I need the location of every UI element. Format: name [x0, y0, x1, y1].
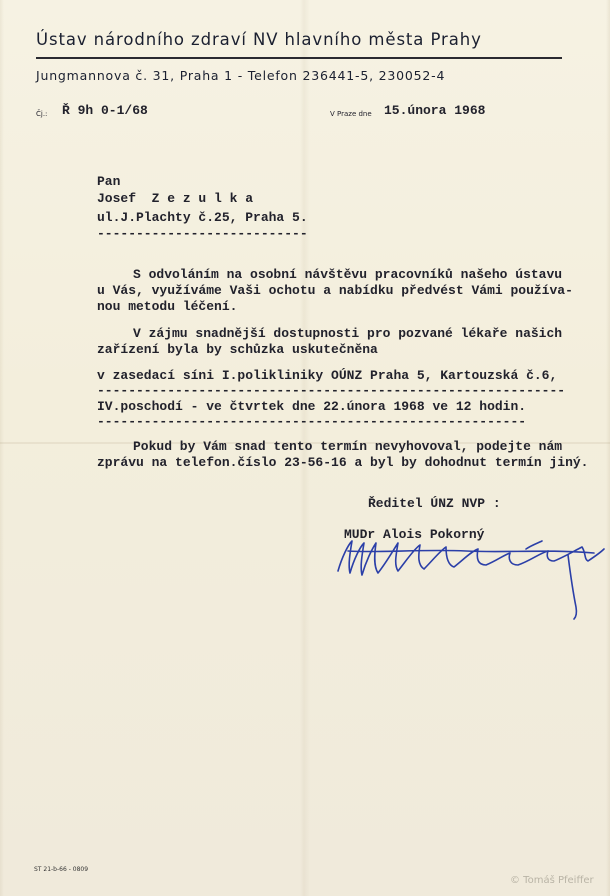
venue-dashes-1: ------------------------------------------------------------ [97, 383, 566, 398]
body-paragraph-2-line-2: zařízení byla by schůzka uskutečněna [97, 342, 378, 357]
date-value: 15.února 1968 [384, 103, 486, 118]
recipient-underline: --------------------------- [97, 226, 308, 241]
body-paragraph-3-line-2: zprávu na telefon.číslo 23-56-16 a byl by dohodnut termín jiný. [97, 455, 589, 470]
date-label: V Praze dne [330, 110, 372, 118]
letterhead-address: Jungmannova č. 31, Praha 1 - Telefon 236441-5, 230052-4 [36, 68, 446, 83]
handwritten-signature [336, 527, 608, 622]
reference-label: Čj.: [36, 110, 48, 118]
reference-number: Ř 9h 0-1/68 [62, 103, 148, 118]
body-paragraph-1-line-2: u Vás, využíváme Vaši ochotu a nabídku předvést Vámi používa- [97, 283, 573, 298]
body-paragraph-1-line-3: nou metodu léčení. [97, 299, 238, 314]
recipient-salutation: Pan [97, 174, 121, 189]
venue-line-2: IV.poschodí - ve čtvrtek dne 22.února 1968 ve 12 hodin. [97, 399, 527, 414]
recipient-address: ul.J.Plachty č.25, Praha 5. [97, 210, 308, 225]
venue-line-1: v zasedací síni I.polikliniky OÚNZ Praha 5, Kartouzská č.6, [97, 368, 558, 383]
body-paragraph-3-line-1: Pokud by Vám snad tento termín nevyhovoval, podejte nám [133, 439, 563, 454]
signature-name: MUDr Alois Pokorný [344, 527, 485, 542]
copyright-watermark: © Tomáš Pfeiffer [510, 875, 594, 886]
venue-dashes-2: ------------------------------------------------------- [97, 414, 527, 429]
print-code: ST 21-b-66 - 0809 [34, 866, 89, 873]
letterhead-institution: Ústav národního zdraví NV hlavního města Prahy [36, 30, 482, 49]
recipient-name: Josef Z e z u l k a [97, 191, 254, 206]
body-paragraph-1-line-1: S odvoláním na osobní návštěvu pracovníků našeho ústavu [133, 267, 563, 282]
letterhead-divider [36, 57, 562, 59]
signature-title: Ředitel ÚNZ NVP : [368, 496, 501, 511]
body-paragraph-2-line-1: V zájmu snadnější dostupnosti pro pozvané lékaře našich [133, 326, 563, 341]
